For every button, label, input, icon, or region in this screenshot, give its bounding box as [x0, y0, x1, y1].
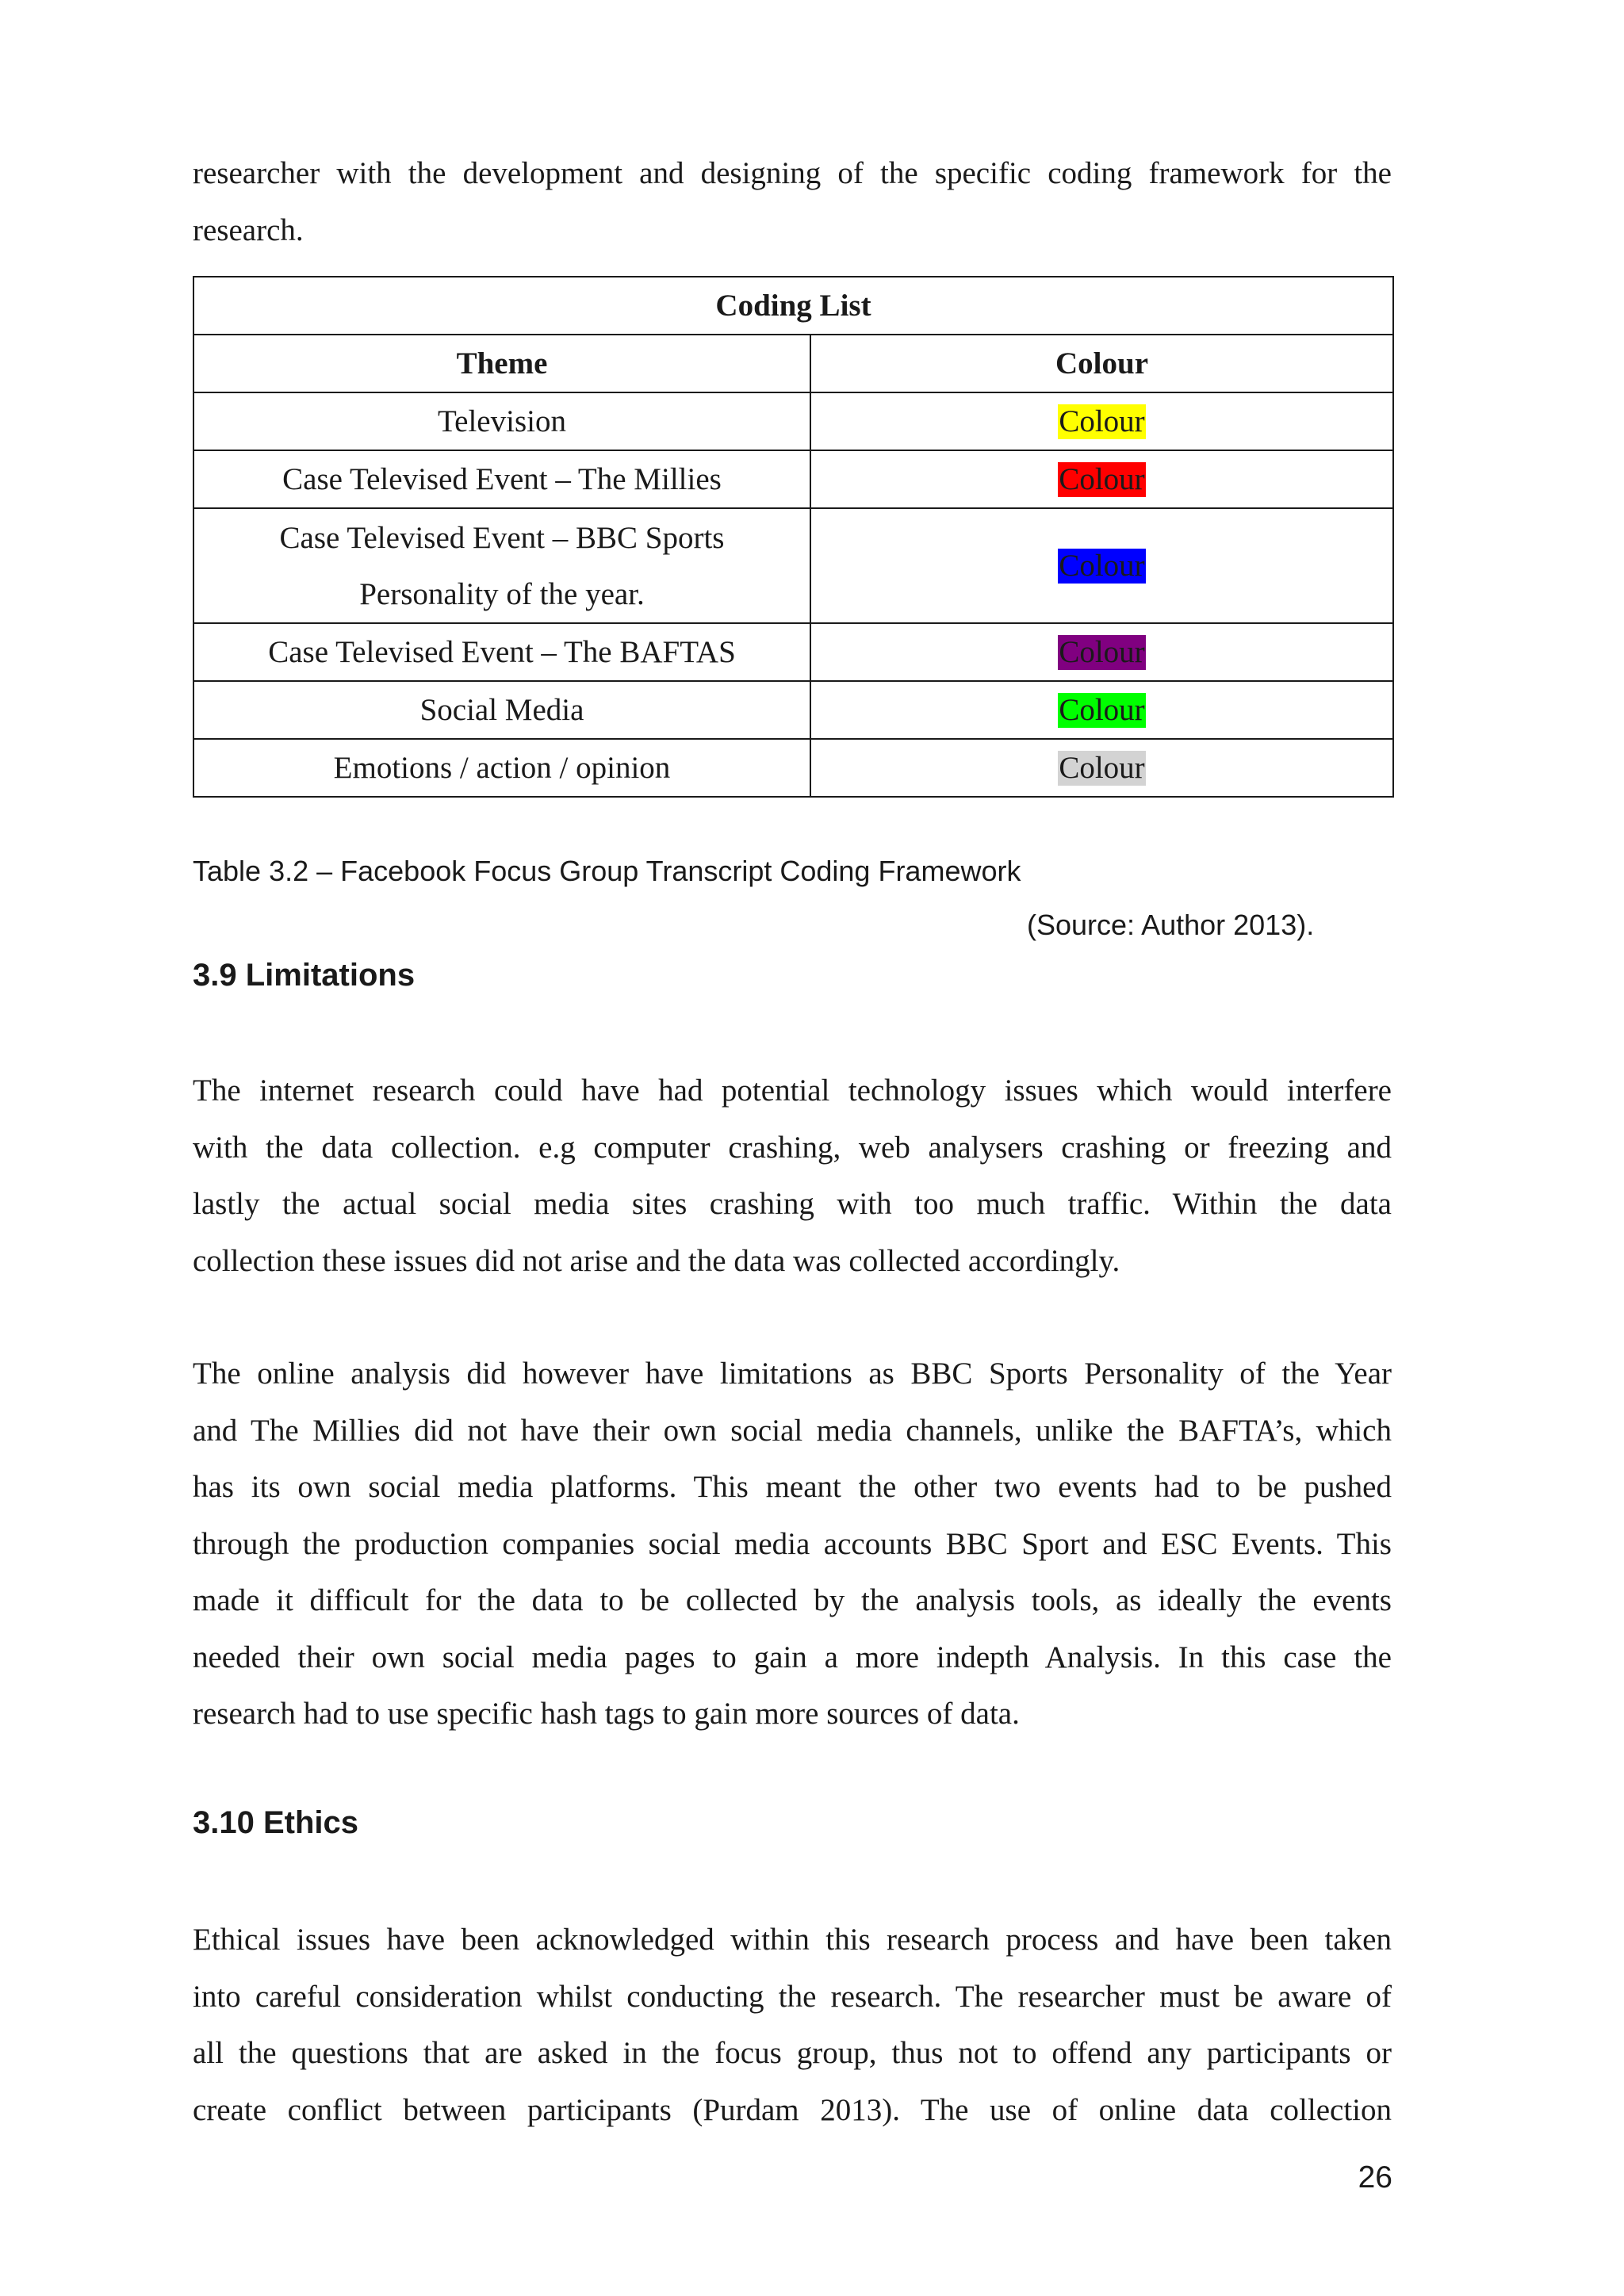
intro-paragraph	[193, 145, 1392, 258]
theme-cell: Television	[193, 392, 810, 450]
column-header-theme: Theme	[193, 335, 810, 392]
table-row	[193, 681, 1393, 739]
paragraph-line: The online analysis did however have limitations as BBC Sports Personality of the Year	[193, 1357, 1392, 1391]
section-heading-ethics: 3.10 Ethics	[193, 1805, 359, 1840]
ethics-paragraph-1	[193, 1911, 1392, 2138]
intro-line: research.	[193, 212, 304, 247]
colour-cell	[810, 508, 1393, 623]
theme-cell-line: Case Televised Event – BBC Sports	[279, 520, 725, 555]
paragraph-line: research had to use specific hash tags to gain more sources of data.	[193, 1697, 1020, 1731]
theme-cell: Case Televised Event – The Millies	[193, 450, 810, 508]
paragraph-line: needed their own social media pages to gain a more indepth Analysis. In this case the	[193, 1640, 1392, 1674]
paragraph-line: Ethical issues have been acknowledged within this research process and have been taken	[193, 1923, 1392, 1957]
table-row	[193, 508, 1393, 623]
paragraph-line: through the production companies social media accounts BBC Sport and ESC Events. This	[193, 1526, 1392, 1561]
paragraph-line: into careful consideration whilst conducting the research. The researcher must be aware of	[193, 1979, 1392, 2014]
paragraph-line: all the questions that are asked in the focus group, thus not to offend any participants or	[193, 2036, 1392, 2070]
paragraph-line: with the data collection. e.g computer crashing, web analysers crashing or freezing and	[193, 1130, 1392, 1165]
section-heading-limitations: 3.9 Limitations	[193, 958, 416, 993]
table-title: Coding List	[193, 277, 1393, 335]
intro-line: researcher with the development and designing of the specific coding framework for the	[193, 156, 1392, 190]
table-title-row	[193, 277, 1393, 335]
theme-cell: Social Media	[193, 681, 810, 739]
colour-cell	[810, 681, 1393, 739]
colour-cell	[810, 450, 1393, 508]
colour-swatch-blue: Colour	[1059, 549, 1145, 583]
colour-swatch-yellow: Colour	[1059, 404, 1145, 438]
paragraph-line: made it difficult for the data to be collected by the analysis tools, as ideally the events	[193, 1583, 1392, 1617]
table-source: (Source: Author 2013).	[1027, 909, 1315, 941]
paragraph-line: create conflict between participants (Purdam 2013). The use of online data collection	[193, 2092, 1392, 2127]
limitations-paragraph-2	[193, 1345, 1392, 1743]
colour-swatch-purple: Colour	[1059, 635, 1145, 669]
page-number: 26	[1358, 2160, 1392, 2195]
theme-cell: Emotions / action / opinion	[193, 739, 810, 797]
table-header-row	[193, 335, 1393, 392]
table-row	[193, 392, 1393, 450]
limitations-paragraph-1	[193, 1062, 1392, 1289]
paragraph-line: has its own social media platforms. This meant the other two events had to be pushed	[193, 1470, 1392, 1504]
table-row	[193, 450, 1393, 508]
colour-cell	[810, 739, 1393, 797]
column-header-colour: Colour	[810, 335, 1393, 392]
colour-swatch-red: Colour	[1059, 462, 1145, 496]
paragraph-line: The internet research could have had potential technology issues which would interfere	[193, 1073, 1392, 1108]
colour-swatch-green: Colour	[1059, 693, 1145, 727]
theme-cell: Case Televised Event – The BAFTAS	[193, 623, 810, 681]
coding-list-table	[193, 276, 1394, 798]
paragraph-line: and The Millies did not have their own social media channels, unlike the BAFTA’s, which	[193, 1413, 1392, 1448]
theme-cell	[193, 508, 810, 623]
paragraph-line: lastly the actual social media sites crashing with too much traffic. Within the data	[193, 1187, 1392, 1221]
theme-cell-line: Personality of the year.	[359, 576, 645, 611]
table-row	[193, 623, 1393, 681]
paragraph-line: collection these issues did not arise and the data was collected accordingly.	[193, 1243, 1120, 1278]
table-caption: Table 3.2 – Facebook Focus Group Transcript Coding Framework	[193, 855, 1021, 887]
colour-cell	[810, 392, 1393, 450]
table-row	[193, 739, 1393, 797]
colour-swatch-grey: Colour	[1059, 751, 1145, 785]
colour-cell	[810, 623, 1393, 681]
